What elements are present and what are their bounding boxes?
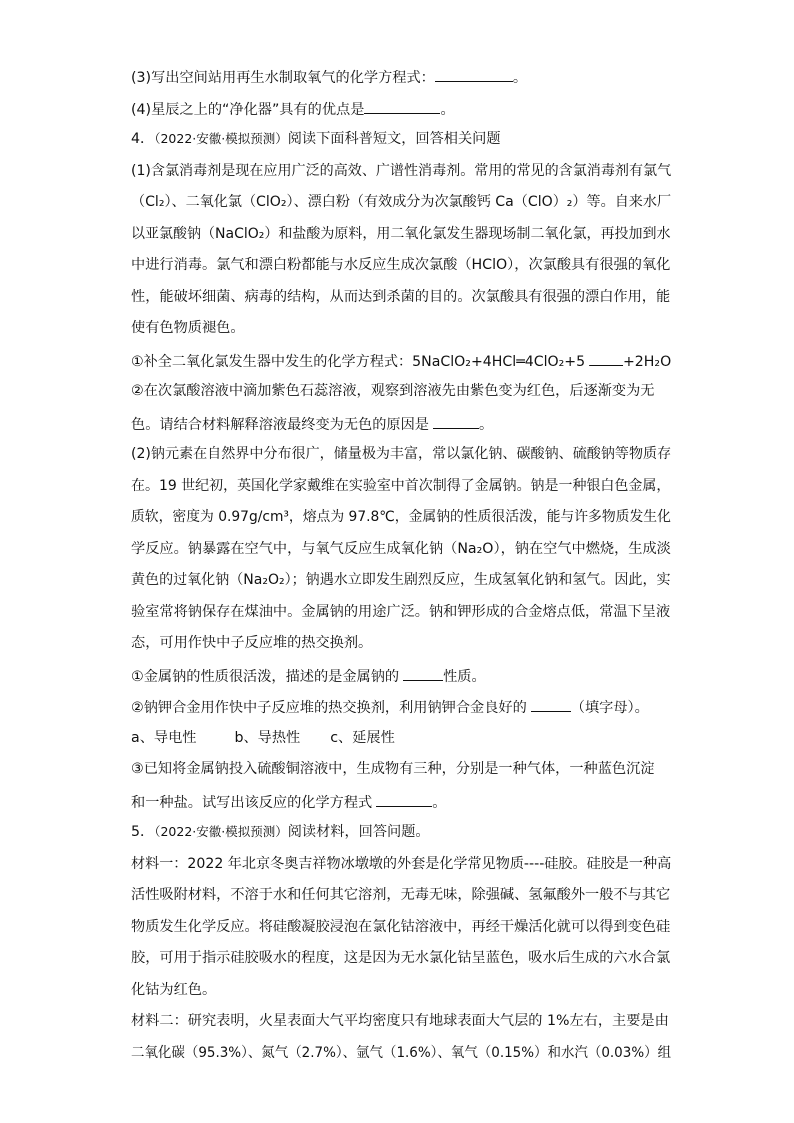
answer-blank[interactable] [589,351,623,366]
option-b[interactable]: b、导热性 [234,730,301,746]
q5-material-1-line: 活性吸附材料，不溶于水和任何其它溶剂，无毒无味，除强碱、氢氟酸外一般不与其它 [131,887,671,903]
q4-sub-2-line1: ②在次氯酸溶液中滴加紫色石蕊溶液，观察到溶液先由紫色变为红色，后逐渐变为无 [131,383,655,399]
q5-header: 5．（2022·安徽·模拟预测）阅读材料，回答问题。 [131,824,430,840]
option-c[interactable]: c、延展性 [330,730,395,746]
q4-p2-line: 质软，密度为 0.97g/cm³，熔点为 97.8℃，金属钠的性质很活泼，能与许多物质发生化 [131,509,671,525]
q4-p1-line: (1)含氯消毒剂是现在应用广泛的高效、广谱性消毒剂。常用的常见的含氯消毒剂有氯气 [131,163,672,179]
q3-item-4: (4)星辰之上的“净化器”具有的优点是 。 [131,99,671,119]
q4-p1-line: 使有色物质褪色。 [131,320,245,336]
q4-options [131,729,671,747]
q5-material-2-line: 二氧化碳（95.3%）、氮气（2.7%）、氩气（1.6%）、氧气（0.15%）和水汽（0.03%）组 [131,1045,672,1061]
q3-item-3: (3)写出空间站用再生水制取氧气的化学方程式： 。 [131,67,671,87]
q5-material-1-line: 胶，可用于指示硅胶吸水的程度，这是因为无水氯化钴呈蓝色，吸水后生成的六水合氯 [131,950,671,966]
q4-sub-4: ②钠钾合金用作快中子反应堆的热交换剂，利用钠钾合金良好的 （填字母）。 [131,697,671,717]
q4-sub-5-line1: ③已知将金属钠投入硫酸铜溶液中，生成物有三种，分别是一种气体，一种蓝色沉淀 [131,761,655,777]
q4-p2-line: 验室常将钠保存在煤油中。金属钠的用途广泛。钠和钾形成的合金熔点低，常温下呈液 [131,604,671,620]
q4-p2-line: 态，可用作快中子反应堆的热交换剂。 [131,635,373,651]
answer-blank[interactable] [531,697,571,712]
q4-p1-line: 性，能破坏细菌、病毒的结构，从而达到杀菌的目的。次氯酸具有很强的漂白作用，能 [131,289,671,305]
q4-p2-line: (2)钠元素在自然界中分布很广，储量极为丰富，常以氯化钠、碳酸钠、硫酸钠等物质存 [131,446,672,462]
q4-p1-line: 以亚氯酸钠（NaClO₂）和盐酸为原料，用二氧化氯发生器现场制二氧化氯，再投加到水 [131,226,671,242]
q4-p2-line: 学反应。钠暴露在空气中，与氧气反应生成氧化钠（Na₂O），钠在空气中燃烧，生成淡 [131,541,671,557]
answer-blank[interactable] [376,792,432,807]
q4-sub-3: ①金属钠的性质很活泼，描述的是金属钠的 性质。 [131,666,671,686]
q5-material-1-line: 材料一：2022 年北京冬奥吉祥物冰墩墩的外套是化学常见物质----硅胶。硅胶是一种高 [131,856,672,872]
q4-p2-line: 在。19 世纪初，英国化学家戴维在实验室中首次制得了金属钠。钠是一种银白色金属， [131,478,671,494]
q5-material-1-line: 物质发生化学反应。将硅酸凝胶浸泡在氯化钴溶液中，再经干燥活化就可以得到变色硅 [131,919,671,935]
q4-sub-5-line2: 和一种盐。试写出该反应的化学方程式 。 [131,792,671,812]
q4-sub-2-line2: 色。请结合材料解释溶液最终变为无色的原因是 。 [131,414,671,434]
option-a[interactable]: a、导电性 [131,730,197,746]
q4-p1-line: 中进行消毒。氯气和漂白粉都能与水反应生成次氯酸（HClO），次氯酸具有很强的氧化 [131,257,671,273]
q4-p2-line: 黄色的过氧化钠（Na₂O₂）；钠遇水立即发生剧烈反应，生成氢氧化钠和氢气。因此，实 [131,572,671,588]
answer-blank[interactable] [435,67,513,82]
q5-material-2-line: 材料二：研究表明，火星表面大气平均密度只有地球表面大气层的 1%左右，主要是由 [131,1013,669,1029]
q4-header: 4．（2022·安徽·模拟预测）阅读下面科普短文，回答相关问题 [131,131,501,147]
answer-blank[interactable] [403,666,443,681]
answer-blank[interactable] [364,99,440,114]
q5-material-1-line: 化钴为红色。 [131,982,217,998]
answer-blank[interactable] [433,414,479,429]
q4-p1-line: （Cl₂）、二氧化氯（ClO₂）、漂白粉（有效成分为次氯酸钙 Ca（ClO）₂）等。自来水厂 [131,194,672,210]
q4-sub-1: ①补全二氧化氯发生器中发生的化学方程式：5NaClO₂+4HCl═4ClO₂+5 +2H₂O [131,351,669,371]
